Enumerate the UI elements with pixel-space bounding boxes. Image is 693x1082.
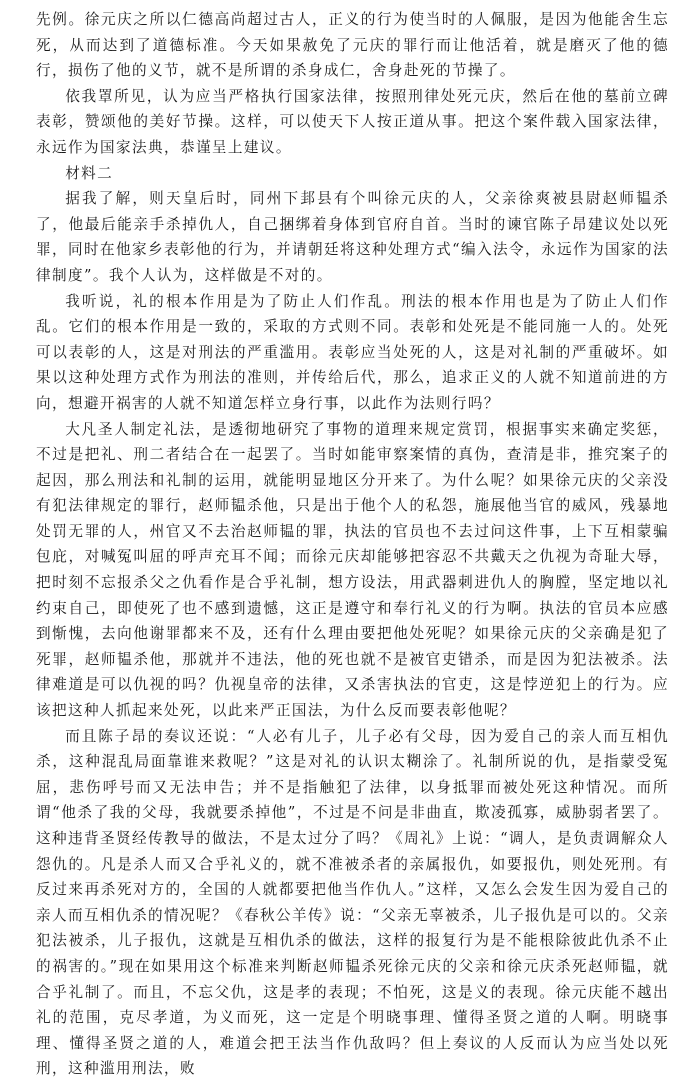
paragraph-2: 依我罩所见，认为应当严格执行国家法律，按照刑律处死元庆，然后在他的墓前立碑表彰，赞颂他的美好节操。这样，可以使天下人按正道从事。把这个案件载入国家法律，永远作为国家法典，恭谨呈上建议。 <box>36 87 669 156</box>
paragraph-1: 先例。徐元庆之所以仁德高尚超过古人，正义的行为使当时的人佩服，是因为他能舍生忘死，从而达到了道德标准。今天如果赦免了元庆的罪行而让他活着，就是磨灭了他的德行，损伤了他的义节，就不是所谓的杀身成仁，舍身赴死的节操了。 <box>36 11 669 80</box>
paragraph-4: 我听说，礼的根本作用是为了防止人们作乱。刑法的根本作用也是为了防止人们作乱。它们的根本作用是一致的，采取的方式则不同。表彰和处死是不能同施一人的。处死可以表彰的人，这是对刑法的严重滥用。表彰应当处死的人，这是对礼制的严重破坏。如果以这种处理方式作为刑法的准则，并传给后代，那么，追求正义的人就不知道前进的方向，想避开祸害的人就不知道怎样立身行事，以此作为法则行吗？ <box>36 292 669 412</box>
section-heading-material-two: 材料二 <box>65 164 114 182</box>
paragraph-3: 据我了解，则天皇后时，同州下邽县有个叫徐元庆的人，父亲徐爽被县尉赵师韫杀了，他最后能亲手杀掉仇人，自己捆绑着身体到官府自首。当时的谏官陈子昂建议处以死罪，同时在他家乡表彰他的行为，并请朝廷将这种处理方式“编入法令，永远作为国家的法律制度”。我个人认为，这样做是不对的。 <box>36 190 669 284</box>
paragraph-6: 而且陈子昂的奏议还说：“人必有儿子，儿子必有父母，因为爱自己的亲人而互相仇杀，这种混乱局面靠谁来救呢？”这是对礼的认识太糊涂了。礼制所说的仇，是指蒙受冤屈，悲伤呼号而又无法申告；并不是指触犯了法律，以身抵罪而被处死这种情况。而所谓“他杀了我的父母，我就要杀掉他”，不过是不问是非曲直，欺凌孤寡，威胁弱者罢了。这种违背圣贤经传教导的做法，不是太过分了吗？《周礼》上说：“调人，是负责调解众人怨仇的。凡是杀人而又合乎礼义的，就不准被杀者的亲属报仇，如要报仇，则处死刑。有反过来再杀死对方的，全国的人就都要把他当作仇人。”这样，又怎么会发生因为爱自己的亲人而互相仇杀的情况呢？《春秋公羊传》说：“父亲无辜被杀，儿子报仇是可以的。父亲犯法被杀，儿子报仇，这就是互相仇杀的做法，这样的报复行为是不能根除彼此仇杀不止的祸害的。”现在如果用这个标准来判断赵师韫杀死徐元庆的父亲和徐元庆杀死赵师韫，就合乎礼制了。而且，不忘父仇，这是孝的表现；不怕死，这是义的表现。徐元庆能不越出礼的范围，克尽孝道，为义而死，这一定是个明晓事理、懂得圣贤之道的人啊。明晓事理、懂得圣贤之道的人，难道会把王法当作仇敌吗？但上奏议的人反而认为应当处以死刑，这种滥用刑法，败 <box>36 727 669 1078</box>
paragraph-5: 大凡圣人制定礼法，是透彻地研究了事物的道理来规定赏罚，根据事实来确定奖惩，不过是把礼、刑二者结合在一起罢了。当时如能审察案情的真伪，查清是非，推究案子的起因，那么刑法和礼制的运用，就能明显地区分开来了。为什么呢？如果徐元庆的父亲没有犯法律规定的罪行，赵师韫杀他，只是出于他个人的私怨，施展他当官的威风，残暴地处罚无罪的人，州官又不去治赵师韫的罪，执法的官员也不去过问这件事，上下互相蒙骗包庇，对喊冤叫屈的呼声充耳不闻；而徐元庆却能够把容忍不共戴天之仇视为奇耻大辱，把时刻不忘报杀父之仇看作是合乎礼制，想方设法，用武器刺进仇人的胸膛，坚定地以礼约束自己，即使死了也不感到遗憾，这正是遵守和奉行礼义的行为啊。执法的官员本应感到惭愧，去向他谢罪都来不及，还有什么理由要把他处死呢？如果徐元庆的父亲确是犯了死罪，赵师韫杀他，那就并不违法，他的死也就不是被官吏错杀，而是因为犯法被杀。法律难道是可以仇视的吗？仇视皇帝的法律，又杀害执法的官吏，这是悖逆犯上的行为。应该把这种人抓起来处死，以此来严正国法，为什么反而要表彰他呢？ <box>36 420 669 720</box>
